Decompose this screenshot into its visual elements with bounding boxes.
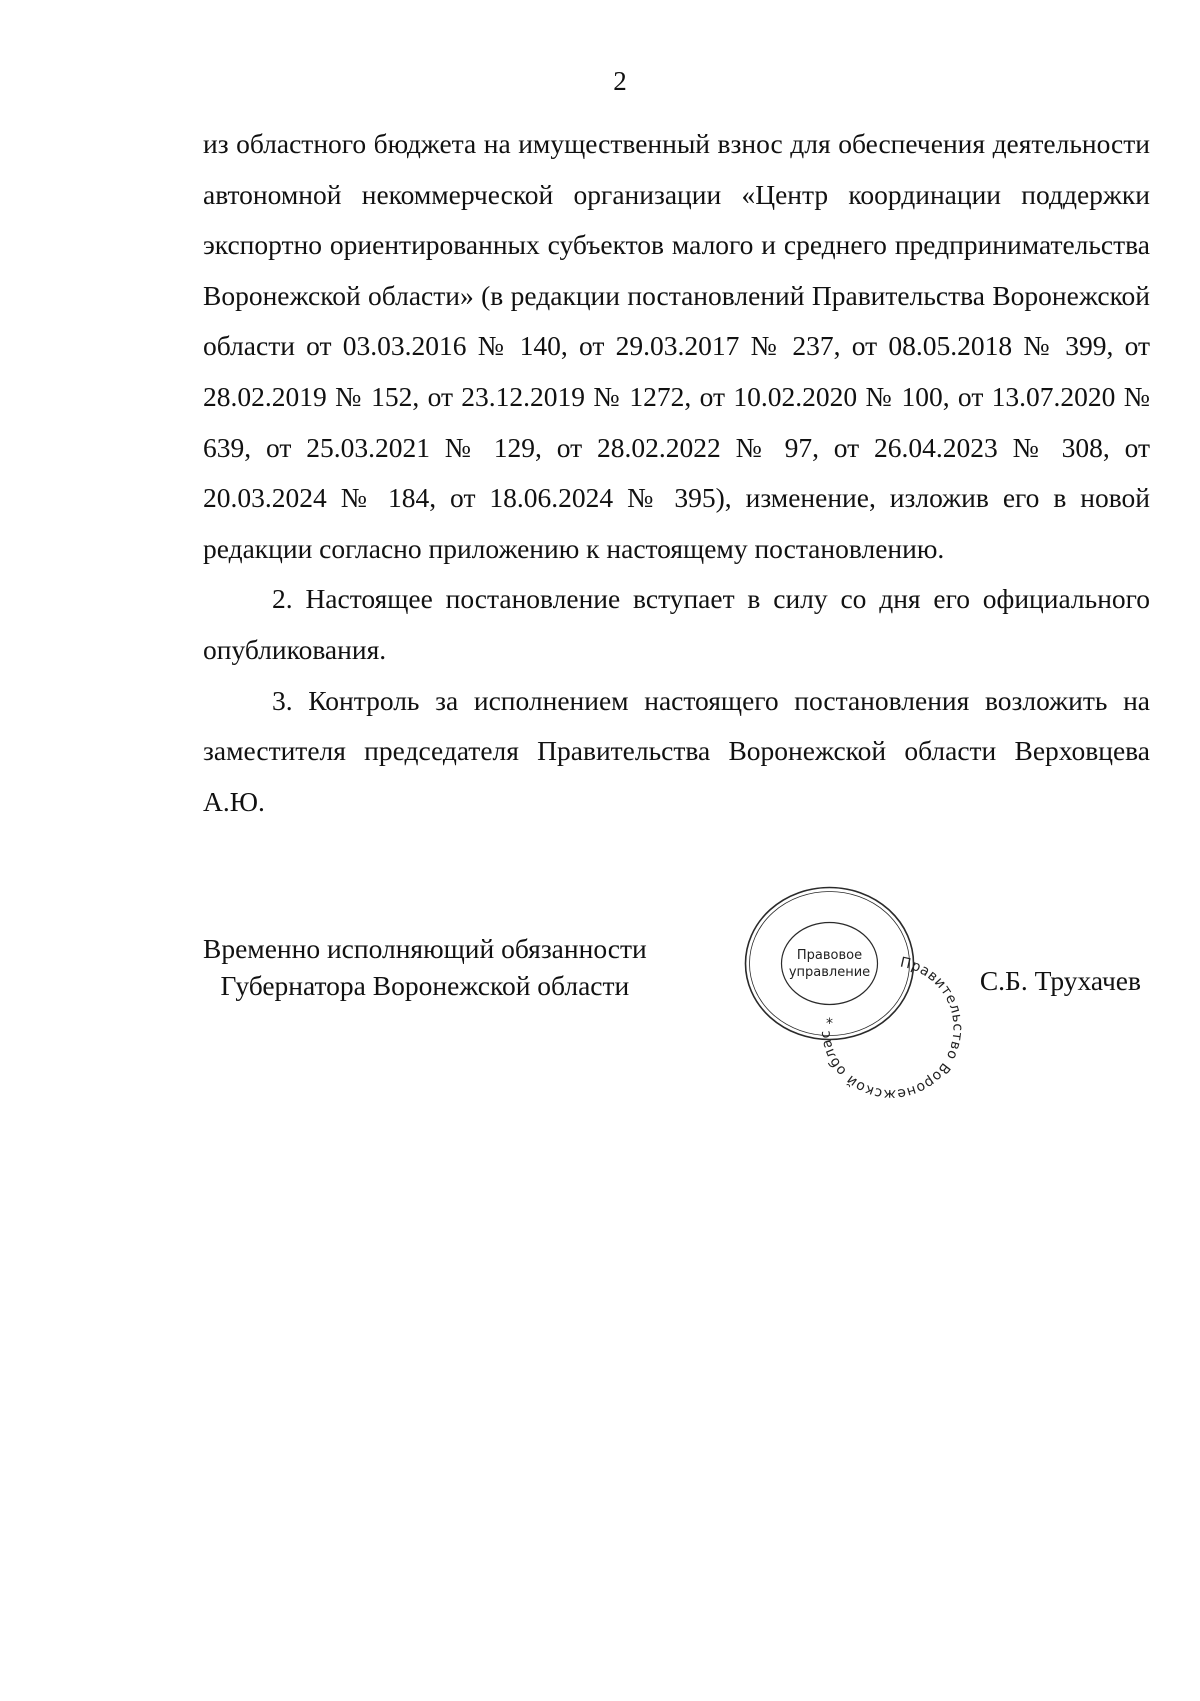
document-body bbox=[203, 119, 1150, 827]
paragraph-item-3: 3. Контроль за исполнением настоящего постановления возложить на заместителя председателя Правительства Воронежской области Верховцева А.Ю. bbox=[203, 684, 1150, 817]
paragraph-continuation: из областного бюджета на имущественный взнос для обеспечения деятельности автономной некоммерческой организации «Центр координации поддержки экспортно ориентированных субъектов малого и среднего предпринимательства Воронежской области» (в редакции постановлений Правительства Воронежской области от 03.03.2016 № 140, от 29.03.2017 № 237, от 08.05.2018 № 399, от 28.02.2019 № 152, от 23.12.2019 № 1272, от 10.02.2020 № 100, от 13.07.2020 № 639, от 25.03.2021 № 129, от 28.02.2022 № 97, от 26.04.2023 № 308, от 20.03.2024 № 184, от 18.06.2024 № 395), изменение, изложив его в новой редакции согласно приложению к настоящему постановлению. bbox=[203, 128, 1150, 564]
signatory-position-line-1: Временно исполняющий обязанности bbox=[203, 933, 647, 964]
stamp-star: * bbox=[826, 1016, 833, 1032]
official-stamp bbox=[738, 873, 966, 1103]
page-number: 2 bbox=[613, 66, 627, 96]
paragraph-item-2: 2. Настоящее постановление вступает в силу со дня его официального опубликования. bbox=[203, 583, 1150, 665]
signatory-position bbox=[203, 930, 647, 1004]
stamp-seal bbox=[738, 873, 966, 1103]
signatory-position-line-2: Губернатора Воронежской области bbox=[220, 970, 630, 1001]
stamp-center-line-2: управление bbox=[788, 965, 871, 980]
stamp-center-line-1: Правовое bbox=[796, 948, 863, 963]
stamp-ring-text: Правительство Воронежской области bbox=[738, 873, 966, 1103]
signatory-name: С.Б. Трухачев bbox=[979, 965, 1141, 996]
